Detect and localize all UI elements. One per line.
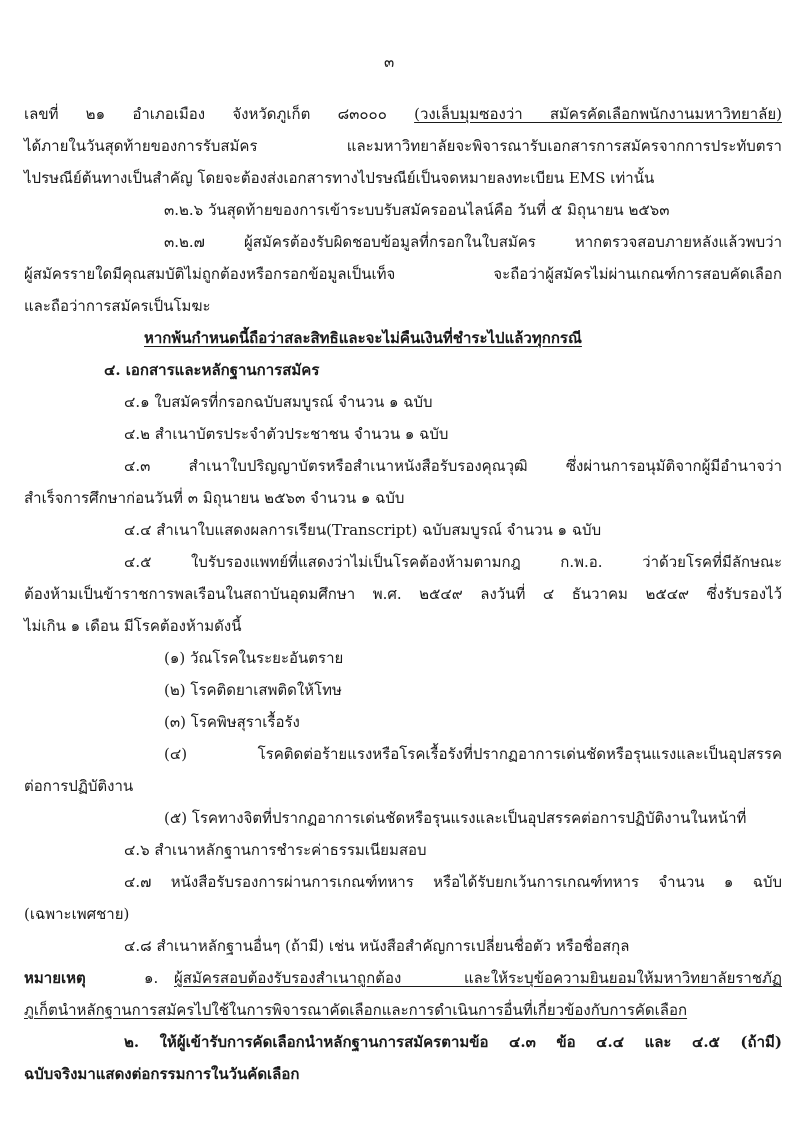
- note-2-line: ๒. ให้ผู้เข้ารับการคัดเลือกนำหลักฐานการสมัครตามข้อ ๔.๓ ข้อ ๔.๔ และ ๔.๕ (ถ้ามี): [124, 1033, 782, 1051]
- disease-item: (๕) โรคทางจิตที่ปรากฏอาการเด่นชัดหรือรุนแรงและเป็นอุปสรรคต่อการปฏิบัติงานในหน้าที่: [164, 809, 747, 827]
- paragraph-line: ผู้สมัครรายใดมีคุณสมบัติไม่ถูกต้องหรือกรอกข้อมูลเป็นเท็จ จะถือว่าผู้สมัครไม่ผ่านเกณฑ์การสอบคัดเลือก: [24, 265, 782, 283]
- paragraph-line: ไปรษณีย์ต้นทางเป็นสำคัญ โดยจะต้องส่งเอกสารทางไปรษณีย์เป็นจดหมายลงทะเบียน EMS เท่านั้น: [24, 169, 655, 187]
- list-item: ๔.๕ ใบรับรองแพทย์ที่แสดงว่าไม่เป็นโรคต้องห้ามตามกฎ ก.พ.อ. ว่าด้วยโรคที่มีลักษณะ: [124, 553, 782, 571]
- list-item: ๔.๗ หนังสือรับรองการผ่านการเกณฑ์ทหาร หรือได้รับยกเว้นการเกณฑ์ทหาร จำนวน ๑ ฉบับ: [124, 873, 782, 891]
- page-number: ๓: [384, 53, 395, 71]
- paragraph-line: สำเร็จการศึกษาก่อนวันที่ ๓ มิถุนายน ๒๕๖๓ จำนวน ๑ ฉบับ: [24, 489, 405, 507]
- list-item: ๔.๘ สำเนาหลักฐานอื่นๆ (ถ้ามี) เช่น หนังสือสำคัญการเปลี่ยนชื่อตัว หรือชื่อสกุล: [124, 937, 630, 955]
- disease-item: (๒) โรคติดยาเสพติดให้โทษ: [164, 681, 342, 699]
- disease-item: (๓) โรคพิษสุราเรื้อรัง: [164, 713, 300, 731]
- list-item: ๔.๒ สำเนาบัตรประจำตัวประชาชน จำนวน ๑ ฉบับ: [124, 425, 449, 443]
- deadline-warning: หากพ้นกำหนดนี้ถือว่าสละสิทธิและจะไม่คืนเงินที่ชำระไปแล้วทุกกรณี: [144, 329, 582, 347]
- item-3-2-6: ๓.๒.๖ วันสุดท้ายของการเข้าระบบรับสมัครออนไลน์คือ วันที่ ๕ มิถุนายน ๒๕๖๓: [164, 201, 670, 219]
- disease-item: (๑) วัณโรคในระยะอันตราย: [164, 649, 344, 667]
- note-2-line: ฉบับจริงมาแสดงต่อกรรมการในวันคัดเลือก: [24, 1065, 300, 1083]
- section-heading: ๔. เอกสารและหลักฐานการสมัคร: [104, 361, 320, 379]
- note-1-line: ผู้สมัครสอบต้องรับรองสำเนาถูกต้อง และให้ระบุข้อความยินยอมให้มหาวิทยาลัยราชภัฏ: [174, 969, 782, 987]
- list-item: ๔.๔ สำเนาใบแสดงผลการเรียน(Transcript) ฉบับสมบูรณ์ จำนวน ๑ ฉบับ: [124, 521, 602, 539]
- list-item: ๔.๑ ใบสมัครที่กรอกฉบับสมบูรณ์ จำนวน ๑ ฉบับ: [124, 393, 433, 411]
- note-1-line: ภูเก็ตนำหลักฐานการสมัครไปใช้ในการพิจารณาคัดเลือกและการดำเนินการอื่นที่เกี่ยวข้องกับการคัดเลือก: [24, 1001, 688, 1019]
- paragraph-line: ได้ภายในวันสุดท้ายของการรับสมัคร และมหาวิทยาลัยจะพิจารณารับเอกสารการสมัครจากการประทับตรา: [24, 137, 782, 155]
- paragraph-line: (เฉพาะเพศชาย): [24, 905, 130, 923]
- list-item: ๔.๓ สำเนาใบปริญญาบัตรหรือสำเนาหนังสือรับรองคุณวุฒิ ซึ่งผ่านการอนุมัติจากผู้มีอำนาจว่า: [124, 457, 782, 475]
- list-item: ๔.๖ สำเนาหลักฐานการชำระค่าธรรมเนียมสอบ: [124, 841, 427, 859]
- paragraph-line: ต่อการปฏิบัติงาน: [24, 777, 134, 795]
- item-3-2-7: ๓.๒.๗ ผู้สมัครต้องรับผิดชอบข้อมูลที่กรอกในใบสมัคร หากตรวจสอบภายหลังแล้วพบว่า: [164, 233, 782, 251]
- disease-item: (๔) โรคติดต่อร้ายแรงหรือโรคเรื้อรังที่ปรากฏอาการเด่นชัดหรือรุนแรงและเป็นอุปสรรค: [164, 745, 782, 763]
- paragraph-line: ไม่เกิน ๑ เดือน มีโรคต้องห้ามดังนี้: [24, 617, 242, 635]
- address-text: เลขที่ ๒๑ อำเภอเมือง จังหวัดภูเก็ต ๘๓๐๐๐: [24, 105, 415, 123]
- note-number: ๑.: [144, 969, 159, 987]
- envelope-note: (วงเล็บมุมซองว่า สมัครคัดเลือกพนักงานมหาวิทยาลัย): [414, 105, 782, 123]
- note-label: หมายเหตุ: [24, 969, 86, 987]
- paragraph-line: และถือว่าการสมัครเป็นโมฆะ: [24, 297, 211, 315]
- paragraph-line: ต้องห้ามเป็นข้าราชการพลเรือนในสถาบันอุดมศึกษา พ.ศ. ๒๕๔๙ ลงวันที่ ๔ ธันวาคม ๒๕๔๙ ซึ่งรับรองไว้: [24, 585, 782, 603]
- paragraph-line: [24, 104, 782, 124]
